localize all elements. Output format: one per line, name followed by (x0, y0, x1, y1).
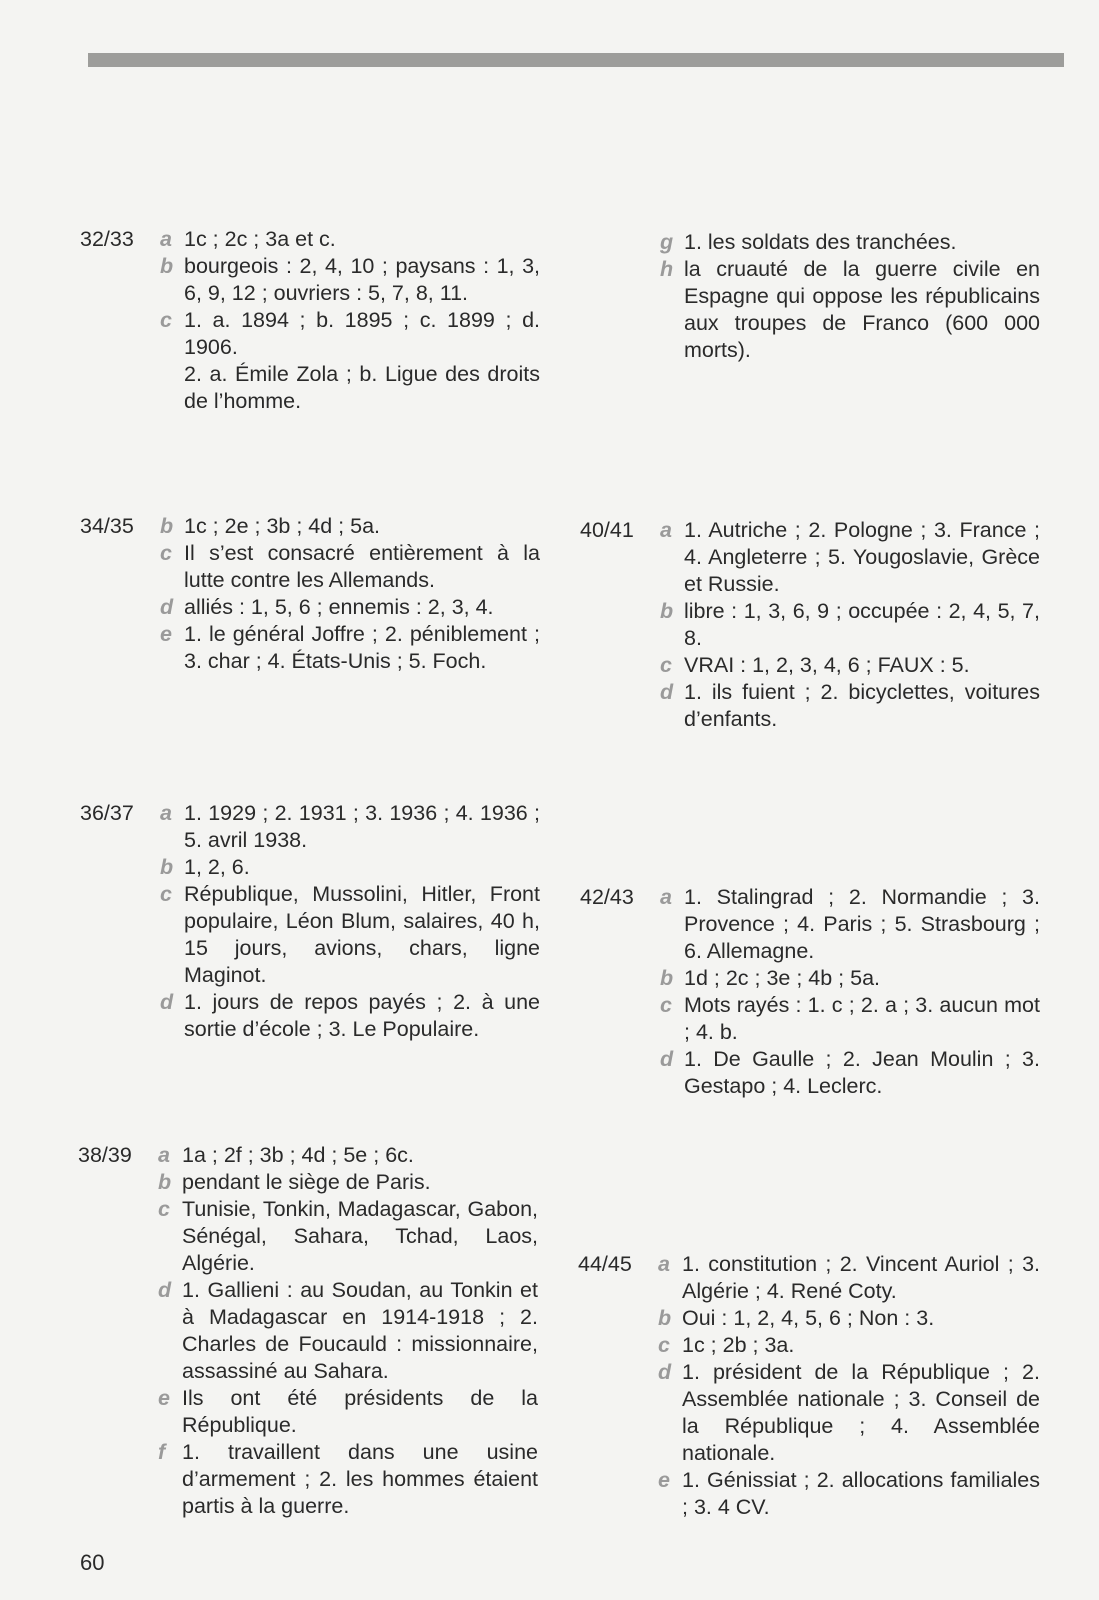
item-letter: d (660, 680, 674, 704)
answer-item (160, 513, 540, 540)
answer-item (160, 989, 540, 1043)
item-letter: b (160, 514, 174, 538)
page-range: 36/37 (80, 801, 134, 825)
answer-item (158, 1169, 538, 1196)
item-letter: a (658, 1252, 670, 1276)
item-text: 1a ; 2f ; 3b ; 4d ; 5e ; 6c. (182, 1143, 414, 1167)
page-range: 32/33 (80, 227, 134, 251)
item-text: 1. président de la République ; 2. Assemblée nationale ; 3. Conseil de la République ; 4. Assemblée nationale. (682, 1360, 1040, 1465)
answer-item (660, 992, 1040, 1046)
answer-item (160, 226, 540, 253)
item-text: bourgeois : 2, 4, 10 ; paysans : 1, 3, 6, 9, 12 ; ouvriers : 5, 7, 8, 11. (184, 254, 540, 305)
item-text: 1c ; 2e ; 3b ; 4d ; 5a. (184, 514, 381, 538)
item-text: 1. le général Joffre ; 2. péniblement ; 3. char ; 4. États-Unis ; 5. Foch. (184, 622, 540, 673)
item-text: 1. Génissiat ; 2. allocations familiales ; 3. 4 CV. (682, 1468, 1040, 1519)
item-text: 1. jours de repos payés ; 2. à une sortie d’école ; 3. Le Populaire. (184, 990, 540, 1041)
item-letter: c (160, 541, 172, 565)
item-letter: f (158, 1440, 166, 1464)
item-text: 2. a. Émile Zola ; b. Ligue des droits de l’homme. (184, 362, 540, 413)
item-letter: e (160, 622, 172, 646)
item-text: pendant le siège de Paris. (182, 1170, 431, 1194)
item-text: alliés : 1, 5, 6 ; ennemis : 2, 3, 4. (184, 595, 494, 619)
answer-item (660, 256, 1040, 364)
item-letter: b (160, 855, 174, 879)
page-range: 38/39 (78, 1143, 132, 1167)
item-text: 1. 1929 ; 2. 1931 ; 3. 1936 ; 4. 1936 ; 5. avril 1938. (184, 801, 540, 852)
answer-item (158, 1385, 538, 1439)
answer-item (658, 1467, 1040, 1521)
item-letter: a (660, 885, 672, 909)
answer-item (660, 229, 1040, 256)
header-rule (88, 53, 1064, 67)
item-letter: a (160, 801, 172, 825)
item-letter: c (660, 993, 672, 1017)
page-range: 44/45 (578, 1252, 632, 1276)
item-text: 1. ils fuient ; 2. bicyclettes, voitures d’enfants. (684, 680, 1040, 731)
answer-item (160, 253, 540, 307)
item-letter: b (658, 1306, 672, 1330)
answer-item (160, 594, 540, 621)
item-letter: e (158, 1386, 170, 1410)
page-range: 42/43 (580, 885, 634, 909)
answer-item (660, 884, 1040, 965)
item-text: 1d ; 2c ; 3e ; 4b ; 5a. (684, 966, 881, 990)
item-text: 1. De Gaulle ; 2. Jean Moulin ; 3. Gestapo ; 4. Leclerc. (684, 1047, 1040, 1098)
item-text: 1c ; 2b ; 3a. (682, 1333, 795, 1357)
page-range: 40/41 (580, 518, 634, 542)
item-text: 1. les soldats des tranchées. (684, 230, 957, 254)
item-text: 1. travaillent dans une usine d’armement ; 2. les hommes étaient partis à la guerre. (182, 1440, 538, 1518)
item-letter: a (660, 518, 672, 542)
item-letter: c (158, 1197, 170, 1221)
item-text: Mots rayés : 1. c ; 2. a ; 3. aucun mot ; 4. b. (684, 993, 1040, 1044)
answer-item (660, 965, 1040, 992)
item-text: Ils ont été présidents de la République. (182, 1386, 538, 1437)
item-letter: d (158, 1278, 172, 1302)
item-letter: d (658, 1360, 672, 1384)
item-text: 1. Gallieni : au Soudan, au Tonkin et à Madagascar en 1914-1918 ; 2. Charles de Foucauld : missionnaire, assassiné au Sahara. (182, 1278, 538, 1383)
item-text: 1. Autriche ; 2. Pologne ; 3. France ; 4. Angleterre ; 5. Yougoslavie, Grèce et Russie. (684, 518, 1040, 596)
answer-item (660, 652, 1040, 679)
item-text: République, Mussolini, Hitler, Front populaire, Léon Blum, salaires, 40 h, 15 jours, avions, chars, ligne Maginot. (184, 882, 540, 987)
item-letter: c (658, 1333, 670, 1357)
answer-item (160, 307, 540, 361)
item-letter: b (160, 254, 174, 278)
answer-item (160, 540, 540, 594)
item-letter: c (160, 308, 172, 332)
item-letter: c (160, 882, 172, 906)
answer-item (160, 881, 540, 989)
answer-item (660, 598, 1040, 652)
item-letter: d (160, 595, 174, 619)
item-letter: d (660, 1047, 674, 1071)
answer-item (160, 800, 540, 854)
answer-item (660, 517, 1040, 598)
answer-item (158, 1142, 538, 1169)
answer-item (658, 1251, 1040, 1305)
item-text: Tunisie, Tonkin, Madagascar, Gabon, Sénégal, Sahara, Tchad, Laos, Algérie. (182, 1197, 538, 1275)
answer-item (160, 854, 540, 881)
item-letter: e (658, 1468, 670, 1492)
answer-item (160, 361, 540, 415)
item-letter: b (660, 599, 674, 623)
item-letter: d (160, 990, 174, 1014)
answer-item (658, 1332, 1040, 1359)
item-text: la cruauté de la guerre civile en Espagne qui oppose les républicains aux troupes de Franco (600 000 morts). (684, 257, 1040, 362)
answer-item (160, 621, 540, 675)
item-letter: c (660, 653, 672, 677)
item-text: 1, 2, 6. (184, 855, 250, 879)
answer-item (658, 1305, 1040, 1332)
item-letter: h (660, 257, 674, 281)
page-range: 34/35 (80, 514, 134, 538)
item-text: 1. a. 1894 ; b. 1895 ; c. 1899 ; d. 1906. (184, 308, 540, 359)
item-text: 1c ; 2c ; 3a et c. (184, 227, 336, 251)
item-letter: b (158, 1170, 172, 1194)
answer-item (158, 1277, 538, 1385)
item-text: 1. Stalingrad ; 2. Normandie ; 3. Provence ; 4. Paris ; 5. Strasbourg ; 6. Allemagne. (684, 885, 1040, 963)
answer-item (660, 679, 1040, 733)
item-letter: g (660, 230, 674, 254)
answer-item (660, 1046, 1040, 1100)
item-text: Oui : 1, 2, 4, 5, 6 ; Non : 3. (682, 1306, 935, 1330)
item-text: Il s’est consacré entièrement à la lutte contre les Allemands. (184, 541, 540, 592)
page-number: 60 (80, 1550, 105, 1575)
item-letter: b (660, 966, 674, 990)
answer-item (658, 1359, 1040, 1467)
item-letter: a (160, 227, 172, 251)
item-text: VRAI : 1, 2, 3, 4, 6 ; FAUX : 5. (684, 653, 970, 677)
answer-item (158, 1439, 538, 1520)
item-text: 1. constitution ; 2. Vincent Auriol ; 3. Algérie ; 4. René Coty. (682, 1252, 1040, 1303)
item-letter: a (158, 1143, 170, 1167)
answer-item (158, 1196, 538, 1277)
item-text: libre : 1, 3, 6, 9 ; occupée : 2, 4, 5, 7, 8. (684, 599, 1040, 650)
